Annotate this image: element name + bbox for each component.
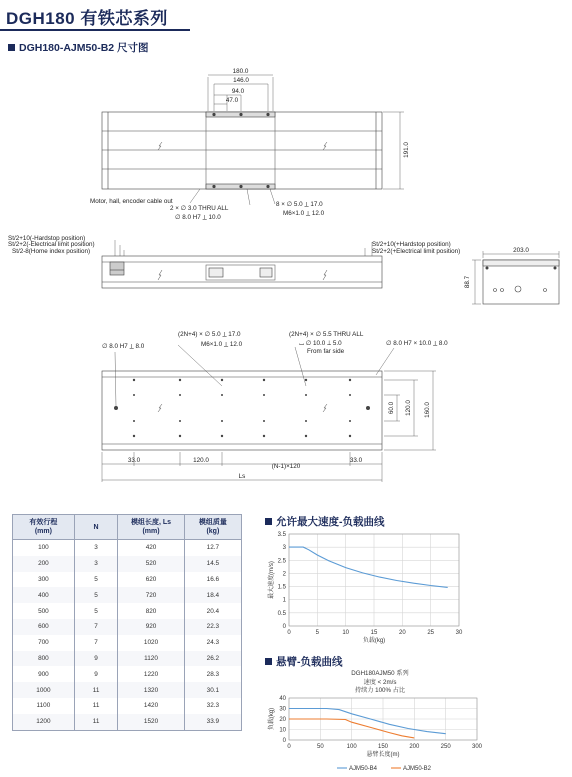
table-cell: 11 [74,714,118,730]
dim-203: 203.0 [513,247,529,254]
x-tick-label: 100 [346,744,357,750]
table-cell: 3 [74,556,118,572]
note-side-left-1: St/2+2(-Electrical limit position) [8,241,95,248]
y-tick-label: 0 [282,738,286,744]
legend-label: AJM50-B2 [403,766,432,772]
chart1-title: 允许最大速度-负载曲线 [276,516,385,528]
table-cell: 12.7 [184,540,241,556]
table-header-row [13,515,242,540]
x-tick-label: 150 [377,744,389,750]
y-axis-label: 负载(kg) [269,707,275,731]
table-cell: 14.5 [184,556,241,572]
note-side-left-2: St/2-8(Home index position) [12,248,91,255]
chart2-subtitle-line: 速度 < 2m/s [363,678,397,686]
table-cell: 200 [13,556,75,572]
table-cell: 520 [118,556,184,572]
y-tick-label: 10 [279,727,286,734]
note-bottom-c2: ⌴ ∅ 10.0 ⟂ 5.0 [299,340,342,347]
x-tick-label: 5 [315,630,320,636]
table-row [13,714,242,730]
table-cell: 33.9 [184,714,241,730]
table-cell: 700 [13,635,75,651]
page-title: DGH180 有铁芯系列 [6,9,168,28]
chart2-title: 悬臂-负载曲线 [276,656,343,668]
table-cell: 1020 [118,635,184,651]
dim-60: 60.0 [388,401,395,415]
x-tick-label: 300 [471,744,483,750]
col-stroke: 有效行程 (mm) [13,515,75,540]
y-tick-label: 0 [282,624,286,630]
square-bullet-icon [8,44,15,51]
table-cell: 620 [118,572,184,588]
table-cell: 28.3 [184,666,241,682]
table-cell: 5 [74,572,118,588]
table-cell: 820 [118,603,184,619]
table-cell: 30.1 [184,682,241,698]
x-tick-label: 30 [455,630,463,636]
col-mass: 模组质量 (kg) [184,515,241,540]
x-tick-label: 0 [287,630,291,636]
note-top-right-1: 8 × ∅ 5.0 ⟂ 17.0 [276,201,323,208]
table-cell: 1120 [118,651,184,667]
table-cell: 920 [118,619,184,635]
table-cell: 5 [74,587,118,603]
note-bottom-d: ∅ 8.0 H7 × 10.0 ⟂ 8.0 [386,340,448,347]
note-side-right-1: St/2+2(+Electrical limit position) [372,248,461,255]
table-cell: 300 [13,572,75,588]
y-tick-label: 20 [279,717,286,723]
bottom-view-outline [102,371,382,450]
dim-33-left: 33.0 [127,457,141,464]
x-tick-label: 10 [342,630,350,636]
table-row [13,698,242,714]
table-row [13,572,242,588]
note-bottom-b2: M6×1.0 ⟂ 12.0 [201,341,243,348]
x-tick-label: 50 [316,744,324,750]
table-cell: 7 [74,635,118,651]
square-bullet-icon [265,518,272,525]
dim-33-right: 33.0 [349,457,363,464]
title-underline [0,29,190,31]
table-row [13,682,242,698]
table-cell: 900 [13,666,75,682]
table-row [13,635,242,651]
y-tick-label: 3.5 [277,532,286,538]
y-tick-label: 1.5 [277,584,286,591]
table-cell: 1420 [118,698,184,714]
note-bottom-a: ∅ 8.0 H7 ⟂ 8.0 [102,343,145,350]
y-tick-label: 2 [282,571,286,578]
side-view-outline [102,256,382,288]
dimension-drawing [0,56,572,496]
table-cell: 400 [13,587,75,603]
table-cell: 3 [74,540,118,556]
chart1-heading [265,514,385,529]
table-cell: 420 [118,540,184,556]
table-cell: 800 [13,651,75,667]
chart2-subtitle [330,670,430,696]
note-top-right-2: M6×1.0 ⟂ 12.0 [283,210,325,217]
y-tick-label: 40 [279,696,286,702]
speed-load-chart [262,528,472,646]
note-bottom-c3: From far side [307,348,345,355]
dim-146: 146.0 [233,77,249,84]
dim-191: 191.0 [403,142,410,158]
table-cell: 11 [74,682,118,698]
table-cell: 1000 [13,682,75,698]
table-cell: 1520 [118,714,184,730]
col-length: 模组长度, Ls (mm) [118,515,184,540]
x-tick-label: 25 [427,630,435,636]
table-cell: 9 [74,666,118,682]
series-line [289,709,446,734]
table-cell: 5 [74,603,118,619]
drawing-heading-text: DGH180-AJM50-B2 尺寸图 [19,42,149,54]
table-row [13,651,242,667]
y-tick-label: 1 [282,597,286,604]
x-axis-label: 悬臂长度(m) [366,752,400,758]
col-n: N [74,515,118,540]
note-top-left-2: ∅ 8.0 H7 ⟂ 10.0 [175,214,221,221]
dim-160: 160.0 [424,402,431,418]
top-view-outline [102,112,382,189]
table-cell: 720 [118,587,184,603]
chart2-heading [265,654,343,669]
table-cell: 100 [13,540,75,556]
table-row [13,540,242,556]
table-cell: 1320 [118,682,184,698]
table-cell: 16.6 [184,572,241,588]
table-cell: 9 [74,651,118,667]
table-cell: 1200 [13,714,75,730]
dim-ls: Ls [238,473,246,480]
table-cell: 1220 [118,666,184,682]
dim-88-7: 88.7 [464,275,471,289]
table-cell: 11 [74,698,118,714]
table-row [13,556,242,572]
table-cell: 20.4 [184,603,241,619]
dim-120: 120.0 [193,457,209,464]
table-row [13,666,242,682]
end-view-outline [483,260,559,304]
x-tick-label: 250 [440,744,451,750]
dim-n1-120: (N-1)×120 [271,463,301,470]
y-tick-label: 2.5 [277,558,286,565]
spec-table [12,514,242,731]
table-cell: 26.2 [184,651,241,667]
dim-120-v: 120.0 [405,400,412,416]
table-cell: 22.3 [184,619,241,635]
dim-47: 47.0 [225,97,239,104]
note-side-right-0: St/2+10(+Hardstop position) [372,241,451,248]
dim-94: 94.0 [231,88,245,95]
table-cell: 24.3 [184,635,241,651]
x-tick-label: 15 [370,630,378,636]
table-row [13,587,242,603]
table-cell: 7 [74,619,118,635]
note-cable: Motor, hall, encoder cable out [90,198,173,205]
table-row [13,603,242,619]
note-bottom-b1: (2N+4) × ∅ 5.0 ⟂ 17.0 [178,331,241,338]
y-tick-label: 0.5 [277,610,286,617]
y-tick-label: 3 [282,545,286,552]
x-tick-label: 0 [287,744,291,750]
chart2-subtitle-line: DGH180AJM50 系列 [351,670,409,677]
y-tick-label: 30 [279,706,286,713]
square-bullet-icon [265,658,272,665]
cantilever-load-chart [262,694,492,776]
table-cell: 600 [13,619,75,635]
table-cell: 1100 [13,698,75,714]
note-side-left-0: St/2+10(-Hardstop position) [8,235,86,242]
series-line [289,547,448,587]
dim-180: 180.0 [232,68,249,75]
y-axis-label: 最大速度(m/s) [269,561,275,599]
drawing-heading [8,40,149,55]
table-row [13,619,242,635]
chart2-subtitle-line: 持续力 100% 占比 [354,687,406,694]
table-cell: 500 [13,603,75,619]
legend-label: AJM50-B4 [349,766,378,772]
x-tick-label: 200 [409,744,420,750]
table-cell: 32.3 [184,698,241,714]
note-top-left-1: 2 × ∅ 3.0 THRU ALL [170,205,229,212]
x-axis-label: 负载(kg) [362,638,386,644]
table-cell: 18.4 [184,587,241,603]
note-bottom-c1: (2N+4) × ∅ 5.5 THRU ALL [289,331,364,338]
x-tick-label: 20 [398,630,406,636]
